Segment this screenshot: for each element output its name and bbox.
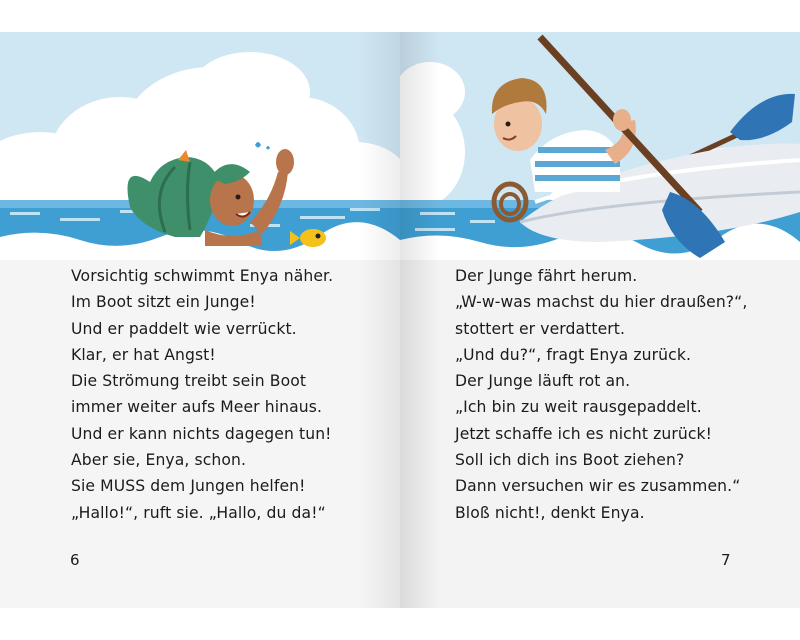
text-line: „Und du?“, fragt Enya zurück.: [455, 345, 692, 364]
text-line: Sie MUSS dem Jungen helfen!: [71, 477, 306, 496]
text-line: Dann versuchen wir es zusammen.“: [455, 477, 741, 496]
text-line: Der Junge läuft rot an.: [455, 372, 631, 391]
text-line: Und er paddelt wie verrückt.: [71, 319, 297, 338]
left-page: [0, 32, 400, 608]
text-line: Im Boot sitzt ein Junge!: [71, 293, 256, 312]
text-line: Vorsichtig schwimmt Enya näher.: [71, 267, 334, 285]
text-line: stottert er verdattert.: [455, 319, 626, 338]
text-line: Und er kann nichts dagegen tun!: [71, 424, 332, 443]
text-line: „Ich bin zu weit rausgepaddelt.: [455, 398, 702, 417]
text-line: Bloß nicht!, denkt Enya.: [455, 503, 645, 522]
text-line: Jetzt schaffe ich es nicht zurück!: [455, 424, 713, 443]
text-line: Der Junge fährt herum.: [455, 267, 638, 285]
text-line: Soll ich dich ins Boot ziehen?: [455, 451, 685, 470]
right-page: [400, 32, 800, 608]
page-number-right: 7: [721, 551, 731, 569]
boy-rowing-boat-illustration: [400, 32, 800, 260]
text-line: Aber sie, Enya, schon.: [71, 451, 247, 470]
text-line: Klar, er hat Angst!: [71, 345, 216, 364]
right-page-text: [455, 263, 747, 526]
text-line: „Hallo!“, ruft sie. „Hallo, du da!“: [71, 503, 326, 522]
book-spread: [0, 32, 800, 608]
left-page-text: [71, 263, 333, 526]
text-line: immer weiter aufs Meer hinaus.: [71, 398, 323, 417]
text-line: Die Strömung treibt sein Boot: [71, 372, 307, 391]
page-number-left: 6: [70, 551, 80, 569]
mermaid-waving-illustration: [0, 32, 400, 260]
text-line: „W-w-was machst du hier draußen?“,: [455, 293, 748, 312]
